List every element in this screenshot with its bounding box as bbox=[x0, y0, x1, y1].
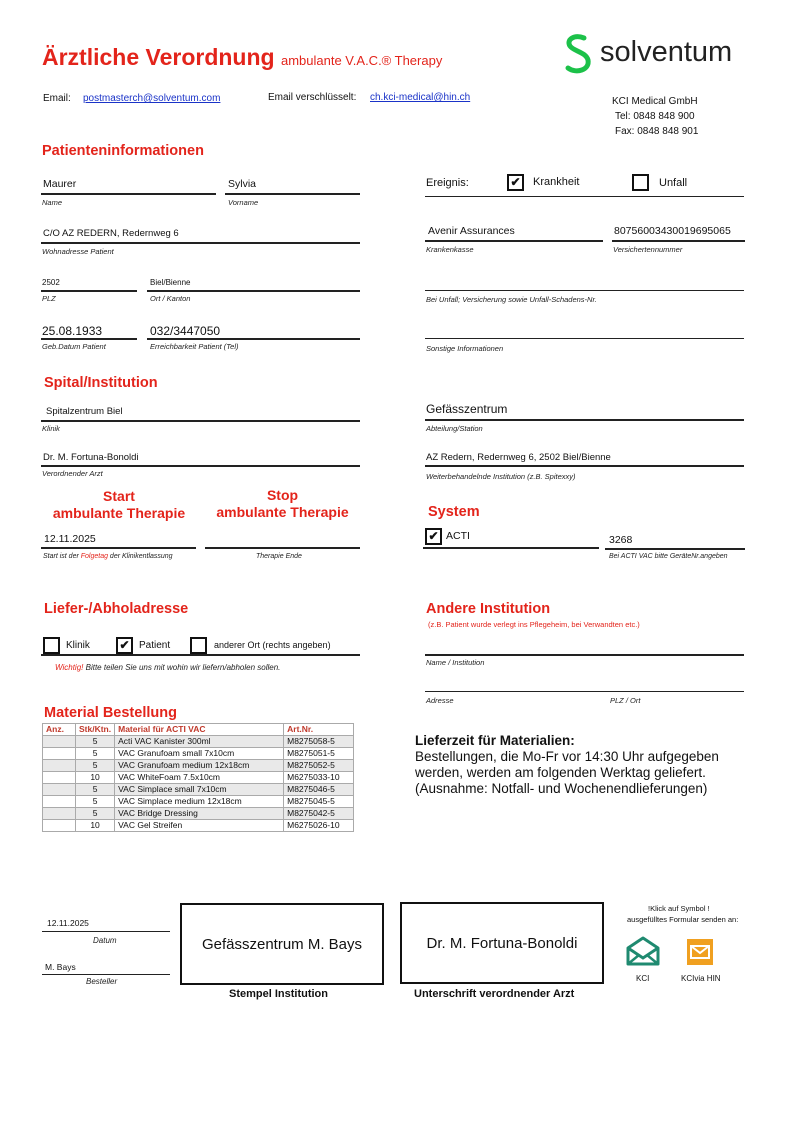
lastname-label: Name bbox=[42, 198, 63, 207]
other-inst-address-label: Adresse bbox=[426, 696, 454, 705]
acti-label: ACTI bbox=[446, 530, 470, 542]
ort-label: Ort / Kanton bbox=[150, 294, 191, 303]
start-heading: Start ambulante Therapie bbox=[52, 488, 186, 521]
device-no[interactable]: 3268 bbox=[609, 534, 633, 546]
lieferzeit-text: Bestellungen, die Mo-Fr vor 14:30 Uhr aufgegeben werden, werden am folgenden Werktag geliefert. (Ausnahme: Notfall- und Wochenendlieferungen) bbox=[415, 749, 719, 796]
qty-input[interactable] bbox=[43, 748, 76, 760]
stop-heading: Stop ambulante Therapie bbox=[216, 487, 349, 520]
other-inst-name-label: Name / Institution bbox=[426, 658, 485, 667]
patient-phone[interactable]: 032/3447050 bbox=[150, 324, 221, 338]
delivery-other-checkbox[interactable] bbox=[190, 637, 207, 654]
table-row: 10 VAC WhiteFoam 7.5x10cm M6275033-10 bbox=[43, 772, 354, 784]
solventum-logo-icon bbox=[560, 32, 598, 78]
insurer-label: Krankenkasse bbox=[426, 245, 474, 254]
krankheit-checkbox[interactable]: ✔ bbox=[507, 174, 524, 191]
patient-address[interactable]: C/O AZ REDERN, Redernweg 6 bbox=[43, 228, 179, 239]
dob-label: Geb.Datum Patient bbox=[42, 342, 106, 351]
delivery-heading: Liefer-/Abholadresse bbox=[44, 601, 189, 617]
table-row: 5 VAC Granufoam small 7x10cm M8275051-5 bbox=[43, 748, 354, 760]
patient-dob[interactable]: 25.08.1933 bbox=[42, 324, 103, 338]
col-artnr: Art.Nr. bbox=[284, 724, 354, 736]
delivery-patient-checkbox[interactable]: ✔ bbox=[116, 637, 133, 654]
patient-heading: Patienteninformationen bbox=[42, 143, 204, 159]
unfall-checkbox[interactable] bbox=[632, 174, 649, 191]
device-no-label: Bei ACTI VAC bitte GeräteNr.angeben bbox=[609, 553, 728, 560]
footer-orderer-label: Besteller bbox=[86, 977, 118, 986]
arzt-value[interactable]: Dr. M. Fortuna-Bonoldi bbox=[43, 452, 139, 463]
qty-input[interactable] bbox=[43, 820, 76, 832]
email-open-icon bbox=[626, 936, 660, 966]
patient-firstname[interactable]: Sylvia bbox=[228, 178, 257, 190]
table-row: 5 VAC Simplace small 7x10cm M8275046-5 bbox=[43, 784, 354, 796]
plz-label: PLZ bbox=[42, 294, 56, 303]
material-header-row bbox=[43, 724, 354, 736]
email-enc-label: Email verschlüsselt: bbox=[268, 92, 357, 103]
delivery-other-label: anderer Ort (rechts angeben) bbox=[214, 640, 331, 650]
qty-input[interactable] bbox=[43, 760, 76, 772]
abteilung-label: Abteilung/Station bbox=[426, 424, 483, 433]
page-subtitle: ambulante V.A.C.® Therapy bbox=[280, 53, 443, 68]
other-inst-plz-label: PLZ / Ort bbox=[610, 696, 641, 705]
other-info-label: Sonstige Informationen bbox=[426, 344, 504, 353]
firstname-label: Vorname bbox=[228, 198, 259, 207]
patient-ort[interactable]: Biel/Bienne bbox=[150, 278, 191, 287]
kci-mail-button[interactable] bbox=[626, 936, 660, 971]
insured-no-label: Versichertennummer bbox=[613, 245, 683, 254]
delivery-patient-label: Patient bbox=[139, 640, 171, 651]
weiter-value[interactable]: AZ Redern, Redernweg 6, 2502 Biel/Bienne bbox=[426, 452, 611, 463]
stamp-label: Stempel Institution bbox=[229, 988, 328, 1000]
delivery-klinik-label: Klinik bbox=[66, 640, 90, 651]
email-enc-link[interactable]: ch.kci-medical@hin.ch bbox=[370, 92, 471, 103]
signature-label: Unterschrift verordnender Arzt bbox=[414, 988, 575, 1000]
qty-input[interactable] bbox=[43, 784, 76, 796]
stamp-box[interactable] bbox=[180, 903, 384, 985]
page-title: Ärztliche Verordnung ambulante V.A.C.® Therapy bbox=[42, 44, 443, 70]
end-label: Therapie Ende bbox=[256, 553, 302, 560]
insurer-value[interactable]: Avenir Assurances bbox=[428, 225, 515, 237]
email-label: Email: bbox=[43, 93, 71, 104]
other-inst-heading: Andere Institution bbox=[426, 601, 551, 617]
hin-mail-icon bbox=[686, 938, 714, 966]
lieferzeit-heading: Lieferzeit für Materialien: bbox=[415, 733, 575, 748]
start-label: Start ist der Folgetag der Klinikentlassung bbox=[43, 553, 173, 560]
event-label: Ereignis: bbox=[426, 177, 469, 189]
company-tel: Tel: 0848 848 900 bbox=[615, 111, 695, 122]
qty-input[interactable] bbox=[43, 772, 76, 784]
table-row: 5 VAC Granufoam medium 12x18cm M8275052-5 bbox=[43, 760, 354, 772]
krankheit-label: Krankheit bbox=[533, 176, 580, 188]
stamp-text: Gefässzentrum M. Bays bbox=[201, 935, 363, 953]
patient-lastname[interactable]: Maurer bbox=[43, 178, 77, 190]
table-row: 5 VAC Simplace medium 12x18cm M8275045-5 bbox=[43, 796, 354, 808]
system-heading: System bbox=[428, 504, 480, 520]
send-note-2: ausgefülltes Formular senden an: bbox=[627, 915, 739, 924]
acti-checkbox[interactable]: ✔ bbox=[425, 528, 442, 545]
patient-plz[interactable]: 2502 bbox=[42, 278, 60, 287]
company-name: KCI Medical GmbH bbox=[612, 96, 698, 107]
footer-orderer[interactable]: M. Bays bbox=[45, 962, 76, 972]
qty-input[interactable] bbox=[43, 796, 76, 808]
footer-date-label: Datum bbox=[93, 936, 117, 945]
start-date[interactable]: 12.11.2025 bbox=[44, 533, 96, 545]
accident-label: Bei Unfall; Versicherung sowie Unfall-Schadens-Nr. bbox=[426, 295, 597, 304]
email-link[interactable]: postmasterch@solventum.com bbox=[83, 93, 221, 104]
company-fax: Fax: 0848 848 901 bbox=[615, 126, 699, 137]
signature-box[interactable] bbox=[400, 902, 604, 984]
table-row: 10 VAC Gel Streifen M6275026-10 bbox=[43, 820, 354, 832]
footer-date[interactable]: 12.11.2025 bbox=[47, 918, 89, 928]
col-stk: Stk/Ktn. bbox=[76, 724, 115, 736]
address-label: Wohnadresse Patient bbox=[42, 247, 114, 256]
kci-label: KCI bbox=[636, 974, 650, 983]
col-anz: Anz. bbox=[43, 724, 76, 736]
klinik-value[interactable]: Spitalzentrum Biel bbox=[46, 406, 123, 417]
insured-no-value[interactable]: 80756003430019695065 bbox=[614, 225, 731, 237]
kci-hin-label: KCIvia HIN bbox=[681, 974, 721, 983]
col-material: Material für ACTI VAC bbox=[115, 724, 284, 736]
qty-input[interactable] bbox=[43, 736, 76, 748]
table-row: 5 Acti VAC Kanister 300ml M8275058-5 bbox=[43, 736, 354, 748]
weiter-label: Weiterbehandelnde Institution (z.B. Spitexxy) bbox=[426, 472, 576, 481]
material-table bbox=[42, 723, 354, 832]
abteilung-value[interactable]: Gefässzentrum bbox=[426, 402, 508, 416]
delivery-note: Wichtig! Bitte teilen Sie uns mit wohin wir liefern/abholen sollen. bbox=[55, 663, 281, 672]
klinik-label: Klinik bbox=[42, 424, 60, 433]
qty-input[interactable] bbox=[43, 808, 76, 820]
spital-heading: Spital/Institution bbox=[44, 375, 158, 391]
unfall-label: Unfall bbox=[659, 177, 688, 189]
solventum-logo bbox=[560, 32, 733, 83]
send-note-1: !Klick auf Symbol ! bbox=[648, 904, 710, 913]
table-row: 5 VAC Bridge Dressing M8275042-5 bbox=[43, 808, 354, 820]
phone-label: Erreichbarkeit Patient (Tel) bbox=[150, 342, 239, 351]
kci-hin-button[interactable] bbox=[686, 938, 714, 971]
delivery-klinik-checkbox[interactable] bbox=[43, 637, 60, 654]
logo-text: solventum bbox=[600, 36, 733, 68]
signature-text: Dr. M. Fortuna-Bonoldi bbox=[426, 934, 578, 952]
material-heading: Material Bestellung bbox=[44, 705, 177, 721]
other-inst-note: (z.B. Patient wurde verlegt ins Pflegeheim, bei Verwandten etc.) bbox=[428, 620, 640, 629]
arzt-label: Verordnender Arzt bbox=[42, 469, 103, 478]
